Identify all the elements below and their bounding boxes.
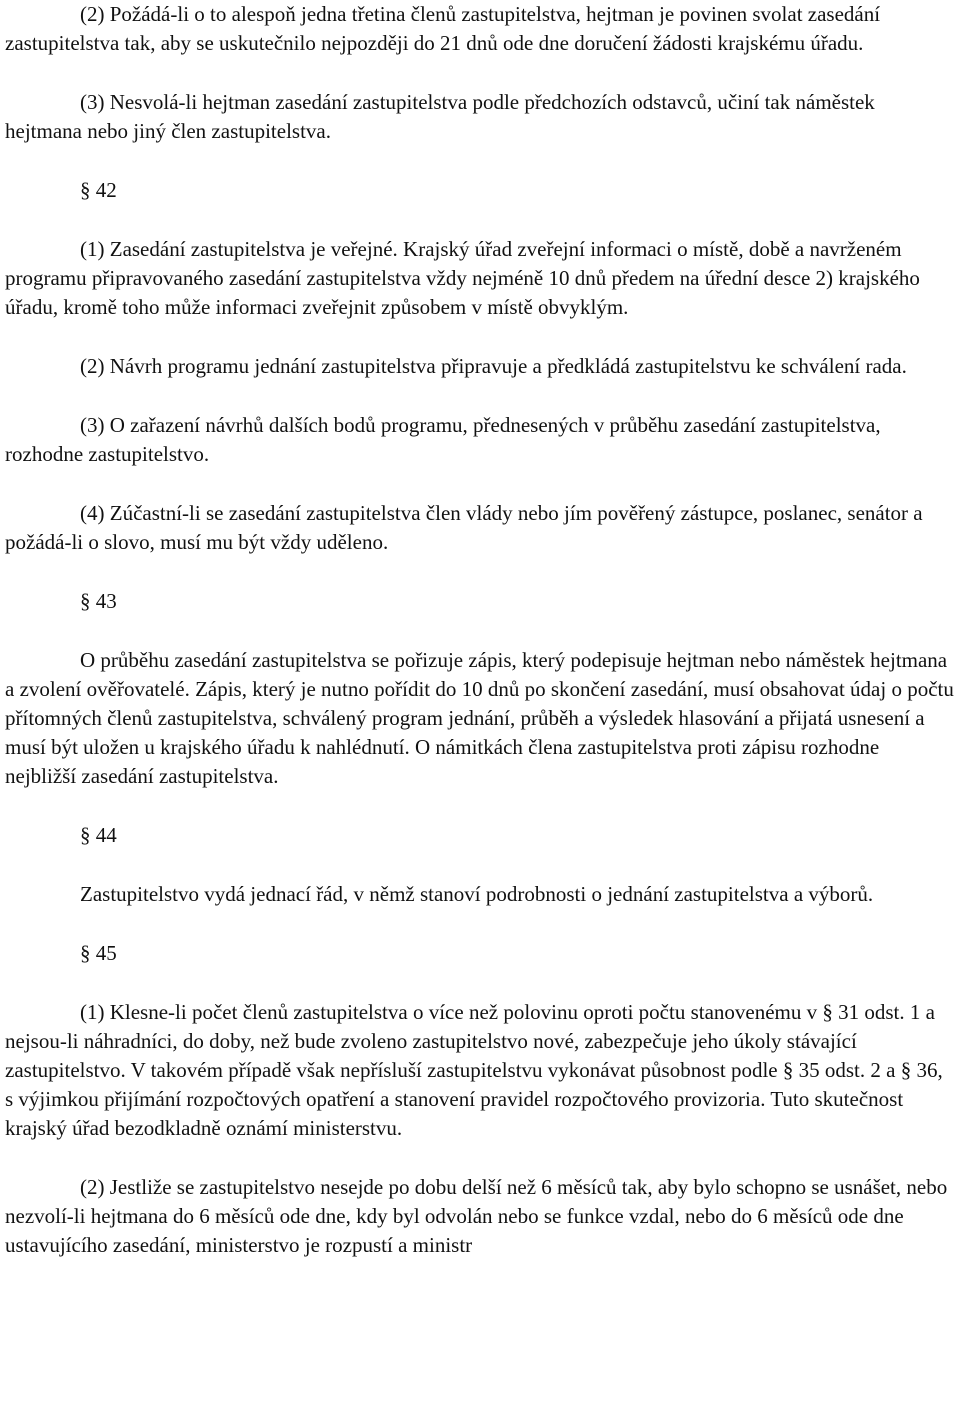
- section-heading: § 45: [80, 941, 117, 965]
- paragraph: (2) Jestliže se zastupitelstvo nesejde po dobu delší než 6 měsíců tak, aby bylo schopno se usnášet, nebo nezvolí-li hejtmana do 6 měsíců ode dne, kdy byl odvolán nebo se funkce vzdal, nebo do 6 měsíců ode dne ustavujícího zasedání, ministerstvo je rozpustí a ministr: [5, 1175, 948, 1257]
- paragraph: O průběhu zasedání zastupitelstva se pořizuje zápis, který podepisuje hejtman nebo náměstek hejtmana a zvolení ověřovatelé. Zápis, který je nutno pořídit do 10 dnů po skončení zasedání, musí obsahovat údaj o počtu přítomných členů zastupitelstva, schválený program jednání, průběh a výsledek hlasování a přijatá usnesení a musí být uložen u krajského úřadu k nahlédnutí. O námitkách člena zastupitelstva proti zápisu rozhodne nejbližší zasedání zastupitelstva.: [5, 648, 954, 788]
- paragraph: (1) Zasedání zastupitelstva je veřejné. Krajský úřad zveřejní informaci o místě, době a navrženém programu připravovaného zasedání zastupitelstva vždy nejméně 10 dnů předem na úřední desce 2) krajského úřadu, kromě toho může informaci zveřejnit způsobem v místě obvyklým.: [5, 237, 920, 319]
- paragraph: (1) Klesne-li počet členů zastupitelstva o více než polovinu oproti počtu stanovenému v § 31 odst. 1 a nejsou-li náhradníci, do doby, než bude zvoleno zastupitelstvo nové, zabezpečuje jeho úkoly stávající zastupitelstvo. V takovém případě však nepřísluší zastupitelstvu vykonávat působnost podle § 35 odst. 2 a § 36, s výjimkou přijímání rozpočtových opatření a stanovení pravidel rozpočtového provizoria. Tuto skutečnost krajský úřad bezodkladně oznámí ministerstvu.: [5, 1000, 943, 1140]
- paragraph: (2) Návrh programu jednání zastupitelstva připravuje a předkládá zastupitelstvu ke schválení rada.: [80, 354, 907, 378]
- paragraph: (3) Nesvolá-li hejtman zasedání zastupitelstva podle předchozích odstavců, učiní tak náměstek hejtmana nebo jiný člen zastupitelstva.: [5, 90, 875, 143]
- paragraph: Zastupitelstvo vydá jednací řád, v němž stanoví podrobnosti o jednání zastupitelstva a výborů.: [80, 882, 874, 906]
- paragraph: (3) O zařazení návrhů dalších bodů programu, přednesených v průběhu zasedání zastupitelstva, rozhodne zastupitelstvo.: [5, 413, 881, 466]
- document-page: [5, 0, 955, 1260]
- paragraph: (4) Zúčastní-li se zasedání zastupitelstva člen vlády nebo jím pověřený zástupce, poslanec, senátor a požádá-li o slovo, musí mu být vždy uděleno.: [5, 501, 923, 554]
- section-heading: § 42: [80, 178, 117, 202]
- paragraph: (2) Požádá-li o to alespoň jedna třetina členů zastupitelstva, hejtman je povinen svolat zasedání zastupitelstva tak, aby se uskutečnilo nejpozději do 21 dnů ode dne doručení žádosti krajskému úřadu.: [5, 2, 881, 55]
- section-heading: § 43: [80, 589, 117, 613]
- section-heading: § 44: [80, 823, 117, 847]
